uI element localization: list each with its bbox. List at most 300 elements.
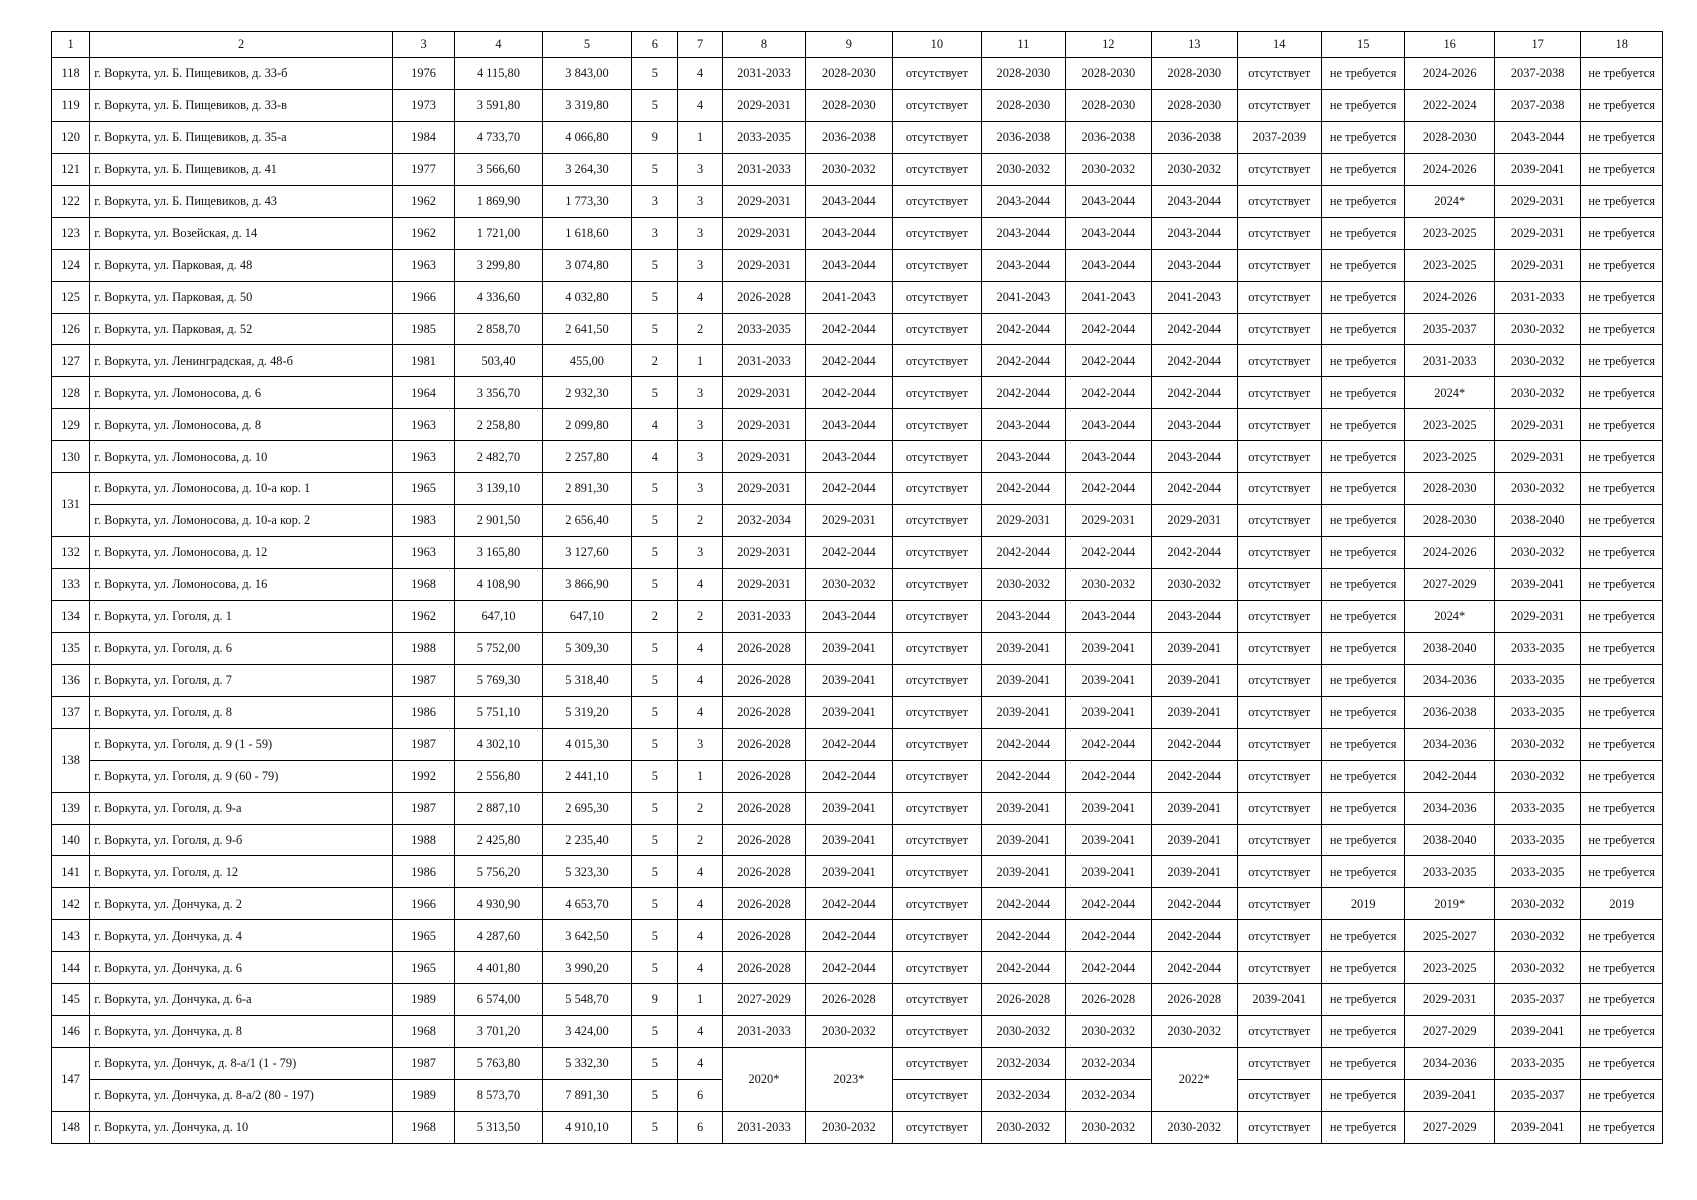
table-cell: 2023-2025 xyxy=(1405,441,1495,473)
table-cell: отсутствует xyxy=(892,600,982,632)
table-cell: 2039-2041 xyxy=(1152,824,1237,856)
column-number-header: 11 xyxy=(982,32,1065,58)
table-cell: не требуется xyxy=(1581,185,1663,217)
table-cell: 2038-2040 xyxy=(1494,505,1580,537)
table-cell: 2029-2031 xyxy=(982,505,1065,537)
table-cell: 2043-2044 xyxy=(806,217,892,249)
table-cell: 6 xyxy=(678,1111,722,1143)
table-cell: 2041-2043 xyxy=(1152,281,1237,313)
table-cell: 2029-2031 xyxy=(1494,217,1580,249)
table-cell: 5 332,30 xyxy=(542,1048,632,1080)
table-cell: 647,10 xyxy=(455,600,542,632)
table-cell: не требуется xyxy=(1581,696,1663,728)
column-number-header: 9 xyxy=(806,32,892,58)
table-cell: отсутствует xyxy=(892,696,982,728)
row-number-cell: 140 xyxy=(52,824,90,856)
table-cell: не требуется xyxy=(1581,249,1663,281)
table-cell: 5 xyxy=(632,920,678,952)
table-cell: не требуется xyxy=(1321,632,1404,664)
table-cell: 5 xyxy=(632,505,678,537)
table-cell: 503,40 xyxy=(455,345,542,377)
table-cell: 2039-2041 xyxy=(1152,792,1237,824)
column-number-header: 2 xyxy=(90,32,393,58)
table-cell: отсутствует xyxy=(892,505,982,537)
table-cell: отсутствует xyxy=(892,217,982,249)
address-cell: г. Воркута, ул. Гоголя, д. 1 xyxy=(90,600,393,632)
table-cell: 1977 xyxy=(392,153,454,185)
table-cell: не требуется xyxy=(1321,121,1404,153)
table-cell: 2042-2044 xyxy=(1152,952,1237,984)
table-cell: отсутствует xyxy=(1237,696,1321,728)
table-cell: отсутствует xyxy=(1237,760,1321,792)
row-number-cell: 142 xyxy=(52,888,90,920)
address-cell: г. Воркута, ул. Ломоносова, д. 10 xyxy=(90,441,393,473)
table-cell: не требуется xyxy=(1581,121,1663,153)
table-row xyxy=(52,792,1663,824)
table-cell: 2039-2041 xyxy=(1065,792,1151,824)
address-cell: г. Воркута, ул. Парковая, д. 52 xyxy=(90,313,393,345)
table-cell: не требуется xyxy=(1581,824,1663,856)
table-row xyxy=(52,920,1663,952)
table-cell: 1968 xyxy=(392,1111,454,1143)
table-row xyxy=(52,537,1663,569)
table-cell: 2023-2025 xyxy=(1405,952,1495,984)
table-cell: отсутствует xyxy=(1237,473,1321,505)
table-cell: 455,00 xyxy=(542,345,632,377)
table-cell: 3 356,70 xyxy=(455,377,542,409)
address-cell: г. Воркута, ул. Дончука, д. 8 xyxy=(90,1016,393,1048)
row-number-cell: 118 xyxy=(52,58,90,90)
address-cell: г. Воркута, ул. Парковая, д. 50 xyxy=(90,281,393,313)
table-cell: 4 xyxy=(678,696,722,728)
table-cell: не требуется xyxy=(1321,409,1404,441)
table-cell: 2038-2040 xyxy=(1405,824,1495,856)
table-cell: 1987 xyxy=(392,1048,454,1080)
table-cell: 5 xyxy=(632,153,678,185)
table-row xyxy=(52,441,1663,473)
table-cell: 4 xyxy=(678,664,722,696)
row-number-cell: 137 xyxy=(52,696,90,728)
table-cell: отсутствует xyxy=(892,153,982,185)
table-cell: 5 xyxy=(632,664,678,696)
table-cell: 4 401,80 xyxy=(455,952,542,984)
table-cell: 2 641,50 xyxy=(542,313,632,345)
table-cell: 2043-2044 xyxy=(806,441,892,473)
table-cell: 2042-2044 xyxy=(1152,345,1237,377)
table-cell: 2042-2044 xyxy=(982,537,1065,569)
column-number-header: 15 xyxy=(1321,32,1404,58)
table-cell: 1992 xyxy=(392,760,454,792)
table-cell: 2042-2044 xyxy=(1065,760,1151,792)
table-cell: 2031-2033 xyxy=(1494,281,1580,313)
address-cell: г. Воркута, ул. Ломоносова, д. 10-а кор. 2 xyxy=(90,505,393,537)
table-cell: отсутствует xyxy=(892,409,982,441)
table-cell: 2043-2044 xyxy=(806,600,892,632)
table-cell: 2026-2028 xyxy=(722,696,805,728)
table-cell: не требуется xyxy=(1321,345,1404,377)
table-cell: 2035-2037 xyxy=(1494,1080,1580,1112)
table-cell: 2042-2044 xyxy=(1152,377,1237,409)
table-cell: 2036-2038 xyxy=(982,121,1065,153)
table-cell: отсутствует xyxy=(1237,632,1321,664)
table-cell: 2029-2031 xyxy=(1494,409,1580,441)
table-cell: 1987 xyxy=(392,728,454,760)
table-cell: отсутствует xyxy=(892,441,982,473)
table-cell: 2028-2030 xyxy=(1065,89,1151,121)
table-row xyxy=(52,1111,1663,1143)
table-cell: 2026-2028 xyxy=(722,952,805,984)
table-cell: не требуется xyxy=(1581,1048,1663,1080)
table-cell: 1962 xyxy=(392,185,454,217)
row-number-cell: 121 xyxy=(52,153,90,185)
table-cell: 3 424,00 xyxy=(542,1016,632,1048)
table-cell: 2 858,70 xyxy=(455,313,542,345)
table-cell: 2042-2044 xyxy=(806,377,892,409)
table-cell: не требуется xyxy=(1321,1016,1404,1048)
table-cell: отсутствует xyxy=(892,1080,982,1112)
table-cell: 1988 xyxy=(392,632,454,664)
table-cell: 5 323,30 xyxy=(542,856,632,888)
table-cell: 1987 xyxy=(392,792,454,824)
address-cell: г. Воркута, ул. Дончука, д. 6 xyxy=(90,952,393,984)
table-cell: 2039-2041 xyxy=(806,824,892,856)
table-cell: 1965 xyxy=(392,952,454,984)
table-cell: 2028-2030 xyxy=(1405,473,1495,505)
table-cell: 1989 xyxy=(392,1080,454,1112)
table-cell: 3 xyxy=(678,185,722,217)
row-number-cell: 145 xyxy=(52,984,90,1016)
table-cell: 2029-2031 xyxy=(722,441,805,473)
table-cell: 3 xyxy=(632,217,678,249)
table-row xyxy=(52,313,1663,345)
table-cell: не требуется xyxy=(1581,89,1663,121)
table-cell: 2041-2043 xyxy=(1065,281,1151,313)
table-cell: 2026-2028 xyxy=(722,888,805,920)
table-cell: 1 xyxy=(678,345,722,377)
table-cell: не требуется xyxy=(1581,505,1663,537)
housing-repair-schedule-table xyxy=(51,31,1663,1144)
table-cell: 4 xyxy=(678,952,722,984)
table-cell: отсутствует xyxy=(1237,377,1321,409)
table-cell: 647,10 xyxy=(542,600,632,632)
table-cell: 5 548,70 xyxy=(542,984,632,1016)
table-cell: 2028-2030 xyxy=(806,58,892,90)
table-cell: 5 763,80 xyxy=(455,1048,542,1080)
table-cell: 2039-2041 xyxy=(982,664,1065,696)
table-cell: 2039-2041 xyxy=(1237,984,1321,1016)
table-cell: отсутствует xyxy=(1237,920,1321,952)
table-cell: 3 xyxy=(678,217,722,249)
table-cell: 5 xyxy=(632,888,678,920)
table-cell: 2030-2032 xyxy=(1065,569,1151,601)
table-cell: 2042-2044 xyxy=(1065,728,1151,760)
table-cell: 2032-2034 xyxy=(1065,1048,1151,1080)
table-cell: 1988 xyxy=(392,824,454,856)
table-cell: 2030-2032 xyxy=(1065,1016,1151,1048)
row-number-cell: 139 xyxy=(52,792,90,824)
table-cell: 2023-2025 xyxy=(1405,409,1495,441)
table-row xyxy=(52,569,1663,601)
table-cell: 3 xyxy=(678,249,722,281)
table-cell: 2035-2037 xyxy=(1405,313,1495,345)
table-cell: 2026-2028 xyxy=(1065,984,1151,1016)
table-cell: 2024-2026 xyxy=(1405,58,1495,90)
table-cell: 1 618,60 xyxy=(542,217,632,249)
table-cell: 2039-2041 xyxy=(806,856,892,888)
table-cell: не требуется xyxy=(1581,1016,1663,1048)
table-cell: 4 xyxy=(632,441,678,473)
row-number-cell: 128 xyxy=(52,377,90,409)
table-cell: 2030-2032 xyxy=(1494,728,1580,760)
table-cell: отсутствует xyxy=(1237,409,1321,441)
table-row xyxy=(52,153,1663,185)
table-cell: 2026-2028 xyxy=(722,760,805,792)
table-cell: 2026-2028 xyxy=(722,632,805,664)
address-cell: г. Воркута, ул. Б. Пищевиков, д. 41 xyxy=(90,153,393,185)
table-cell: отсутствует xyxy=(1237,952,1321,984)
table-cell: 2019 xyxy=(1581,888,1663,920)
table-cell: не требуется xyxy=(1581,473,1663,505)
table-cell: отсутствует xyxy=(892,313,982,345)
table-cell: 1 xyxy=(678,760,722,792)
table-row xyxy=(52,377,1663,409)
table-row xyxy=(52,505,1663,537)
table-cell: 2031-2033 xyxy=(722,58,805,90)
table-cell: 2032-2034 xyxy=(982,1048,1065,1080)
table-cell: 4 xyxy=(678,89,722,121)
table-cell: 2029-2031 xyxy=(806,505,892,537)
column-number-header: 5 xyxy=(542,32,632,58)
table-cell: 2043-2044 xyxy=(1065,600,1151,632)
table-cell: отсутствует xyxy=(1237,345,1321,377)
table-cell: 2029-2031 xyxy=(722,473,805,505)
table-cell: 2043-2044 xyxy=(806,409,892,441)
column-number-header: 18 xyxy=(1581,32,1663,58)
table-cell: 4 115,80 xyxy=(455,58,542,90)
table-cell: 2 695,30 xyxy=(542,792,632,824)
table-cell: 2042-2044 xyxy=(982,473,1065,505)
table-cell: отсутствует xyxy=(892,1111,982,1143)
table-cell: отсутствует xyxy=(892,185,982,217)
table-cell: 2042-2044 xyxy=(1152,888,1237,920)
table-cell: не требуется xyxy=(1581,920,1663,952)
table-cell: 3 642,50 xyxy=(542,920,632,952)
table-cell: 2042-2044 xyxy=(1152,760,1237,792)
table-cell: 2031-2033 xyxy=(722,1111,805,1143)
table-cell: 2020* xyxy=(722,1048,805,1112)
table-cell: 2024* xyxy=(1405,377,1495,409)
table-cell: 3 xyxy=(678,409,722,441)
table-cell: отсутствует xyxy=(892,664,982,696)
table-cell: 2039-2041 xyxy=(982,632,1065,664)
table-cell: не требуется xyxy=(1581,856,1663,888)
table-cell: 2032-2034 xyxy=(982,1080,1065,1112)
table-cell: отсутствует xyxy=(1237,537,1321,569)
table-cell: 2027-2029 xyxy=(1405,1111,1495,1143)
table-cell: 2034-2036 xyxy=(1405,728,1495,760)
table-cell: 2029-2031 xyxy=(1152,505,1237,537)
table-cell: не требуется xyxy=(1581,377,1663,409)
row-number-cell: 132 xyxy=(52,537,90,569)
table-cell: отсутствует xyxy=(1237,792,1321,824)
table-cell: 3 xyxy=(678,441,722,473)
table-cell: не требуется xyxy=(1321,792,1404,824)
table-cell: 3 866,90 xyxy=(542,569,632,601)
table-cell: 2042-2044 xyxy=(806,345,892,377)
table-cell: не требуется xyxy=(1581,569,1663,601)
table-cell: отсутствует xyxy=(892,249,982,281)
table-cell: 2042-2044 xyxy=(806,537,892,569)
table-cell: 2031-2033 xyxy=(722,600,805,632)
table-cell: 5 xyxy=(632,632,678,664)
table-cell: 2 258,80 xyxy=(455,409,542,441)
table-cell: 1987 xyxy=(392,664,454,696)
table-cell: 2029-2031 xyxy=(722,249,805,281)
address-cell: г. Воркута, ул. Гоголя, д. 12 xyxy=(90,856,393,888)
table-cell: 2038-2040 xyxy=(1405,632,1495,664)
table-cell: отсутствует xyxy=(892,792,982,824)
table-row xyxy=(52,281,1663,313)
table-cell: 2043-2044 xyxy=(806,185,892,217)
table-cell: 2026-2028 xyxy=(722,824,805,856)
table-cell: не требуется xyxy=(1321,569,1404,601)
table-cell: не требуется xyxy=(1581,409,1663,441)
table-cell: 2032-2034 xyxy=(1065,1080,1151,1112)
table-cell: 2030-2032 xyxy=(1065,153,1151,185)
table-cell: 2033-2035 xyxy=(1494,664,1580,696)
table-cell: 2028-2030 xyxy=(1065,58,1151,90)
row-number-cell: 144 xyxy=(52,952,90,984)
table-cell: 3 701,20 xyxy=(455,1016,542,1048)
table-cell: 2039-2041 xyxy=(1494,569,1580,601)
table-cell: 2042-2044 xyxy=(1152,537,1237,569)
table-cell: 2033-2035 xyxy=(722,313,805,345)
table-cell: 4 xyxy=(678,1048,722,1080)
table-cell: 2042-2044 xyxy=(806,952,892,984)
table-row xyxy=(52,632,1663,664)
table-cell: 2028-2030 xyxy=(1152,58,1237,90)
table-cell: 2042-2044 xyxy=(982,888,1065,920)
table-cell: 2043-2044 xyxy=(1065,217,1151,249)
table-cell: отсутствует xyxy=(892,89,982,121)
table-cell: 2022* xyxy=(1152,1048,1237,1112)
table-cell: 1965 xyxy=(392,920,454,952)
table-cell: 2043-2044 xyxy=(1065,409,1151,441)
table-row xyxy=(52,856,1663,888)
table-cell: 3 990,20 xyxy=(542,952,632,984)
address-cell: г. Воркута, ул. Б. Пищевиков, д. 33-в xyxy=(90,89,393,121)
table-cell: 2039-2041 xyxy=(1065,632,1151,664)
table-cell: 3 xyxy=(678,377,722,409)
table-cell: 2036-2038 xyxy=(1405,696,1495,728)
table-row xyxy=(52,89,1663,121)
table-cell: 5 751,10 xyxy=(455,696,542,728)
table-cell: не требуется xyxy=(1581,1080,1663,1112)
table-cell: отсутствует xyxy=(892,537,982,569)
table-cell: не требуется xyxy=(1581,792,1663,824)
table-cell: 1986 xyxy=(392,856,454,888)
table-cell: 2026-2028 xyxy=(806,984,892,1016)
table-cell: отсутствует xyxy=(892,377,982,409)
table-cell: 2030-2032 xyxy=(806,153,892,185)
table-cell: 1964 xyxy=(392,377,454,409)
table-cell: отсутствует xyxy=(892,1016,982,1048)
row-number-cell: 148 xyxy=(52,1111,90,1143)
table-cell: 2042-2044 xyxy=(982,728,1065,760)
table-cell: 2039-2041 xyxy=(1405,1080,1495,1112)
address-cell: г. Воркута, ул. Б. Пищевиков, д. 33-б xyxy=(90,58,393,90)
table-cell: 1966 xyxy=(392,281,454,313)
table-cell: не требуется xyxy=(1321,1111,1404,1143)
table-cell: 5 756,20 xyxy=(455,856,542,888)
table-cell: 5 xyxy=(632,569,678,601)
table-cell: 2043-2044 xyxy=(982,441,1065,473)
table-cell: 2 xyxy=(632,345,678,377)
address-cell: г. Воркута, ул. Гоголя, д. 9-б xyxy=(90,824,393,856)
table-cell: 1963 xyxy=(392,537,454,569)
table-cell: 1966 xyxy=(392,888,454,920)
table-cell: 1 xyxy=(678,121,722,153)
table-row xyxy=(52,473,1663,505)
table-cell: 2042-2044 xyxy=(806,920,892,952)
column-number-header: 10 xyxy=(892,32,982,58)
table-cell: 1963 xyxy=(392,441,454,473)
table-cell: 5 xyxy=(632,281,678,313)
table-cell: 4 336,60 xyxy=(455,281,542,313)
table-cell: 4 xyxy=(678,632,722,664)
table-cell: 5 xyxy=(632,313,678,345)
table-cell: 2026-2028 xyxy=(722,281,805,313)
row-number-cell: 123 xyxy=(52,217,90,249)
table-cell: не требуется xyxy=(1321,664,1404,696)
table-cell: 2042-2044 xyxy=(982,377,1065,409)
table-cell: отсутствует xyxy=(1237,185,1321,217)
table-cell: 2030-2032 xyxy=(1494,313,1580,345)
address-cell: г. Воркута, ул. Б. Пищевиков, д. 43 xyxy=(90,185,393,217)
table-cell: 2019 xyxy=(1321,888,1404,920)
table-cell: отсутствует xyxy=(1237,313,1321,345)
table-cell: 2042-2044 xyxy=(1152,920,1237,952)
table-cell: 3 319,80 xyxy=(542,89,632,121)
table-cell: 2029-2031 xyxy=(722,409,805,441)
row-number-cell: 146 xyxy=(52,1016,90,1048)
table-cell: 2029-2031 xyxy=(722,569,805,601)
table-cell: отсутствует xyxy=(1237,856,1321,888)
table-cell: 5 752,00 xyxy=(455,632,542,664)
table-cell: 2029-2031 xyxy=(1494,441,1580,473)
table-cell: не требуется xyxy=(1581,760,1663,792)
table-cell: 5 xyxy=(632,58,678,90)
table-cell: отсутствует xyxy=(892,760,982,792)
table-cell: отсутствует xyxy=(892,984,982,1016)
table-cell: 2026-2028 xyxy=(722,664,805,696)
table-cell: 2033-2035 xyxy=(1494,696,1580,728)
address-cell: г. Воркута, ул. Дончука, д. 6-а xyxy=(90,984,393,1016)
table-cell: 5 xyxy=(632,1111,678,1143)
table-cell: 2025-2027 xyxy=(1405,920,1495,952)
table-cell: 1962 xyxy=(392,600,454,632)
table-cell: не требуется xyxy=(1321,537,1404,569)
table-cell: 4 032,80 xyxy=(542,281,632,313)
table-cell: отсутствует xyxy=(892,920,982,952)
table-cell: 5 309,30 xyxy=(542,632,632,664)
address-cell: г. Воркута, ул. Возейская, д. 14 xyxy=(90,217,393,249)
table-cell: 6 574,00 xyxy=(455,984,542,1016)
table-cell: 2042-2044 xyxy=(1065,537,1151,569)
table-cell: 2030-2032 xyxy=(1152,1111,1237,1143)
table-cell: 2 xyxy=(678,792,722,824)
table-cell: 2029-2031 xyxy=(1065,505,1151,537)
